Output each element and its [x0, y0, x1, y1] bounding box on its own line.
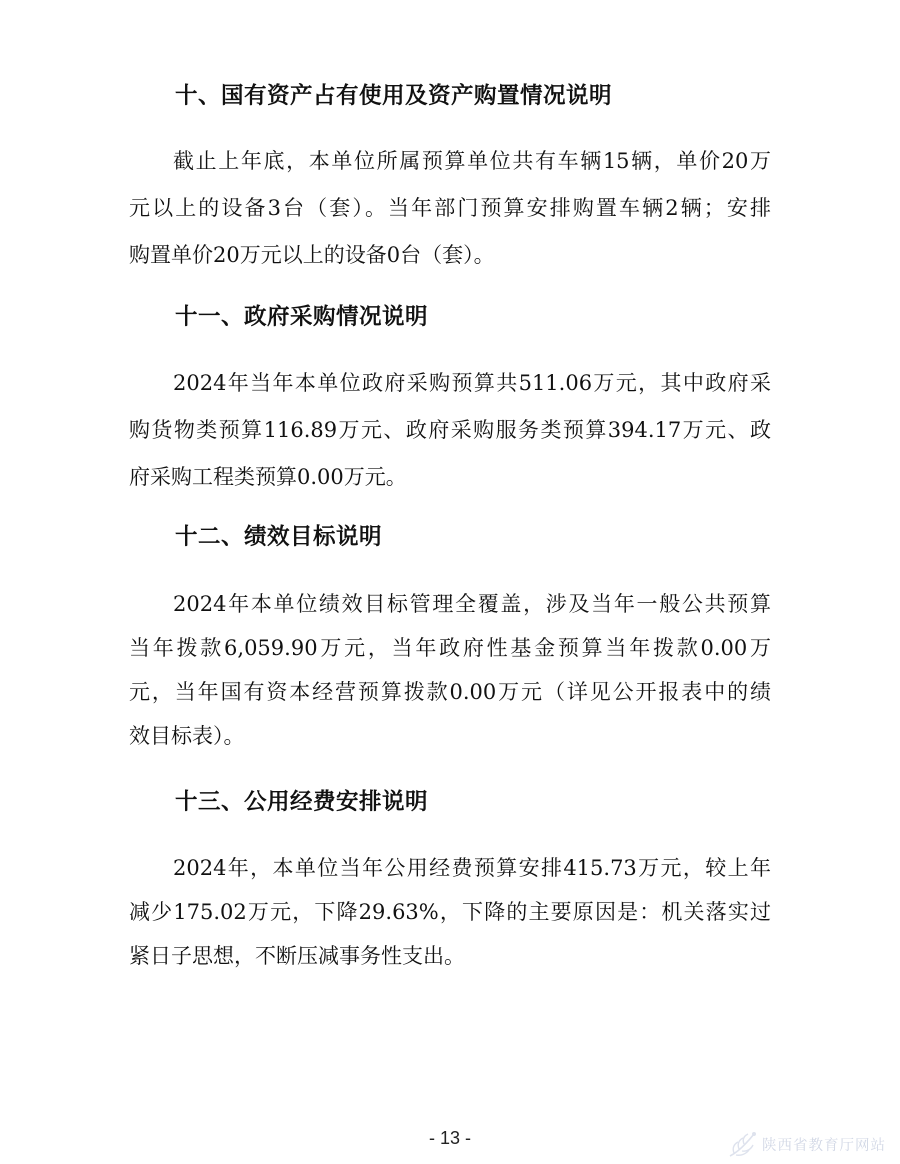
paragraph-line: 元，当年国有资本经营预算拨款0.00万元（详见公开报表中的绩	[129, 680, 771, 704]
paragraph-line: 元以上的设备3台（套）。当年部门预算安排购置车辆2辆；安排	[129, 196, 771, 220]
section-heading-performance: 十二、绩效目标说明	[175, 524, 383, 550]
paragraph-line: 效目标表）。	[129, 724, 245, 748]
paragraph-line: 减少175.02万元，下降29.63%，下降的主要原因是：机关落实过	[129, 900, 771, 924]
paragraph-line: 购置单价20万元以上的设备0台（套）。	[129, 243, 495, 267]
paragraph-line: 当年拨款6,059.90万元，当年政府性基金预算当年拨款0.00万	[129, 636, 771, 660]
paragraph-line: 2024年当年本单位政府采购预算共511.06万元，其中政府采	[173, 371, 771, 395]
paragraph-line: 府采购工程类预算0.00万元。	[129, 465, 407, 489]
paragraph-line: 2024年本单位绩效目标管理全覆盖，涉及当年一般公共预算	[173, 592, 771, 616]
paragraph-line: 紧日子思想，不断压减事务性支出。	[129, 944, 465, 968]
paragraph-line: 购货物类预算116.89万元、政府采购服务类预算394.17万元、政	[129, 418, 771, 442]
paragraph-line: 截止上年底，本单位所属预算单位共有车辆15辆，单价20万	[173, 149, 771, 173]
section-heading-assets: 十、国有资产占有使用及资产购置情况说明	[175, 83, 613, 109]
section-heading-public-funds: 十三、公用经费安排说明	[175, 789, 429, 815]
paragraph-line: 2024年，本单位当年公用经费预算安排415.73万元，较上年	[173, 856, 771, 880]
wheat-logo-icon	[724, 1126, 762, 1162]
site-watermark	[722, 1124, 900, 1164]
watermark-text: 陕西省教育厅网站	[762, 1138, 886, 1154]
page-number: - 13 -	[428, 1128, 471, 1148]
section-heading-procurement: 十一、政府采购情况说明	[175, 304, 429, 330]
